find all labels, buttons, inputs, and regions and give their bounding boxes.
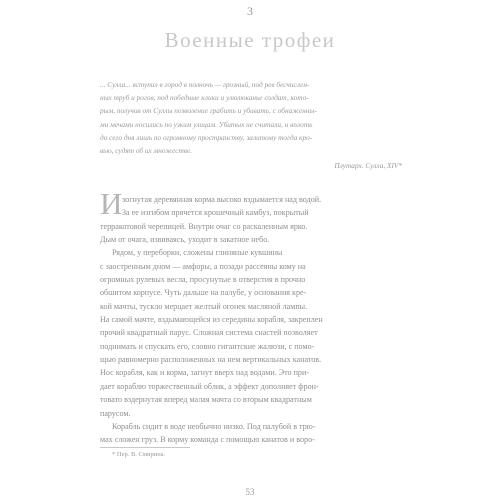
body-text bbox=[100, 193, 402, 447]
body-line: щью равномерно расположенных на нем вертикальных канатов. bbox=[100, 355, 322, 365]
body-line: обшитом корпусе. Чуть дальше на палубе, у основания кре- bbox=[100, 288, 307, 298]
body-line: парусом. bbox=[100, 408, 131, 418]
epigraph-line: ми мечами носились по узким улицам. Убитых не считали, и вплоть bbox=[100, 119, 313, 129]
body-line: На самой мачте, вздымающейся из середины корабля, закреплен bbox=[100, 315, 323, 325]
body-line: Дым от очага, извиваясь, уходит в закатное небо. bbox=[100, 235, 270, 245]
epigraph-line: ных труб и рогов, под победные клики и улюлюканье солдат, кото- bbox=[100, 93, 309, 103]
body-line: мах сложен груз. В корму команда с помощью канатов и воро- bbox=[100, 435, 315, 445]
chapter-title: Военные трофеи bbox=[164, 28, 336, 52]
body-line: За ее изгибом прячется крошечный камбуз, покрытый bbox=[122, 208, 309, 218]
body-line: терракотовой черепицей. Внутри очаг со раскаленным ярко. bbox=[100, 221, 308, 231]
page-number: 53 bbox=[245, 487, 255, 497]
body-line: огромных рулевых весла, просунутые в отверстия в прочно bbox=[100, 275, 306, 285]
footnote-divider bbox=[100, 447, 190, 448]
body-line: Нос корабля, как и корма, загнут вверх над водами. Это при- bbox=[100, 368, 310, 378]
epigraph-line: вью, судят об их множестве. bbox=[100, 146, 192, 156]
body-line: кой мачты, тускло мерцает желтый огонек масляной лампы. bbox=[100, 301, 308, 311]
body-line: поднимать и спускать его, словно гигантские жалюзи, с помо- bbox=[100, 341, 315, 351]
body-line: дает кораблю торжественный облик, а эффект дополняет фрон- bbox=[100, 381, 319, 391]
body-line: товато вздернутая вперед малая мачта со вторым квадратным bbox=[100, 395, 312, 405]
epigraph-line: ... Сулла... вступил в город в полночь — грозный, под рев бесчислен- bbox=[100, 80, 310, 89]
body-line: с заостренным дном — амфоры, а позади рассеяны кому на bbox=[100, 261, 306, 271]
drop-cap: И bbox=[100, 186, 123, 221]
epigraph bbox=[100, 78, 402, 172]
body-line: Рядом, у переборки, сложены глиняные кувшины bbox=[112, 248, 283, 258]
body-line: прочий квадратный парус. Сложная система снастей позволяет bbox=[100, 328, 318, 338]
epigraph-line: рым, получив от Суллы позволение грабить и убивать, с обнаженны- bbox=[100, 106, 317, 116]
footnote: * Пер. В. Смирина. bbox=[112, 451, 166, 458]
epigraph-source: Плутарх. Сулла, XIV* bbox=[334, 161, 402, 171]
chapter-number: 3 bbox=[247, 4, 253, 18]
epigraph-line: до сего дня лишь по огромному пространству, залитому тогда кро- bbox=[100, 132, 313, 142]
body-line: зогнутая деревянная корма высоко вздымается над водой. bbox=[122, 195, 322, 204]
body-line: Корабль сидит в воде необычно низко. Под палубой в трю- bbox=[112, 421, 316, 431]
